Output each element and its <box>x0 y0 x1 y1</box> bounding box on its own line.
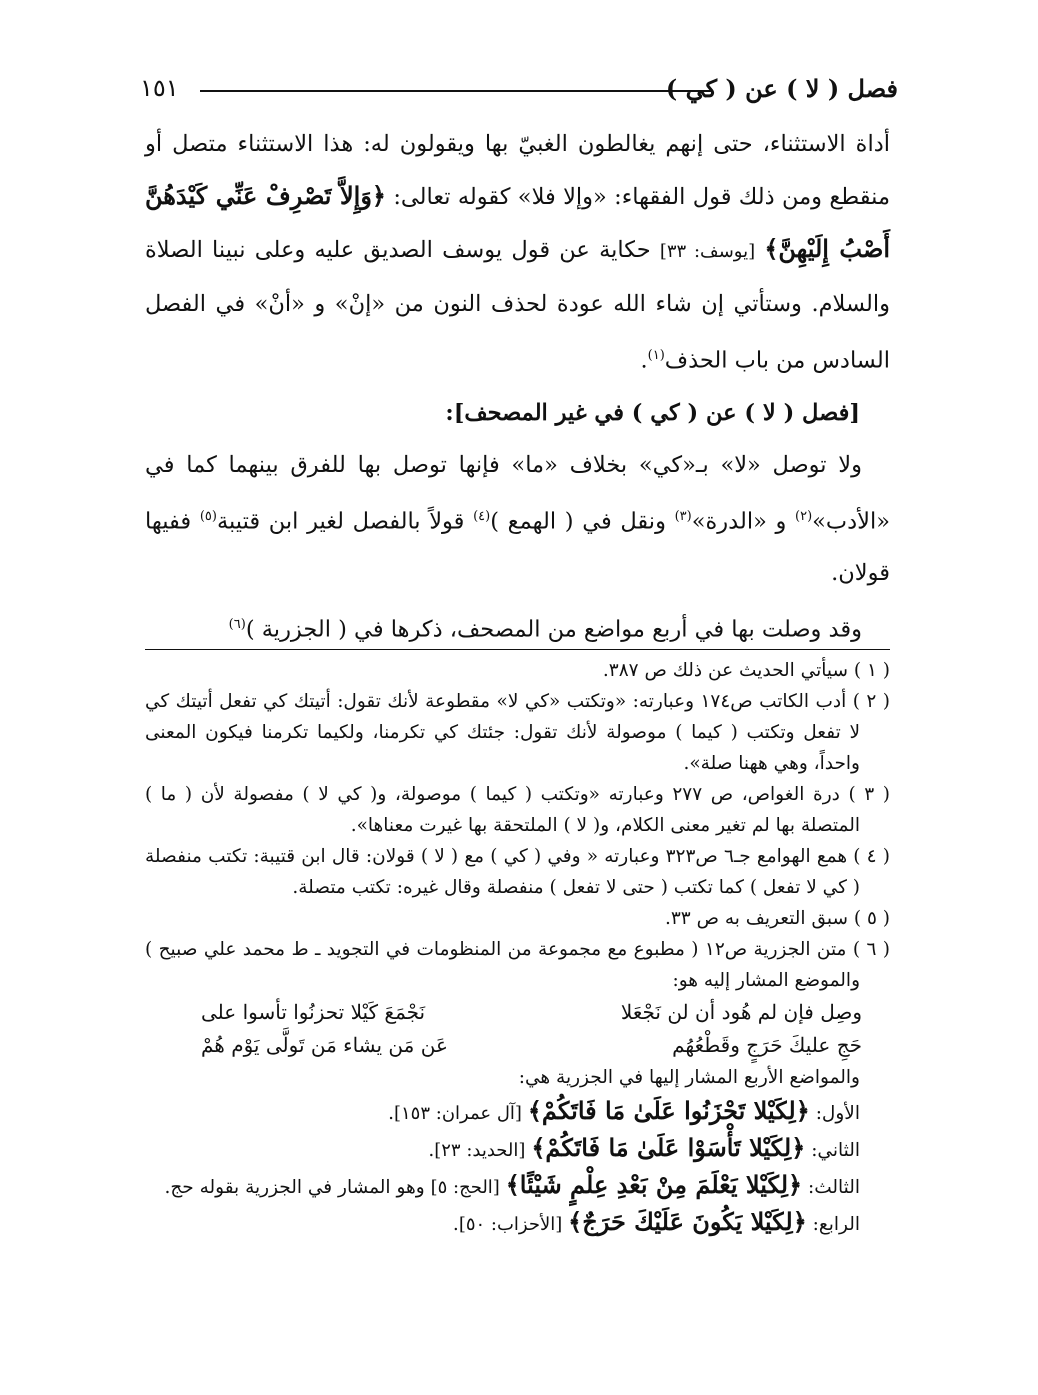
page-number: ١٥١ <box>140 74 179 102</box>
verse-hemistich: وصِل فإن لم هُود أن لن نَجْعَلا <box>620 1000 862 1024</box>
paragraph-1-text-2: حكاية عن قول يوسف الصديق عليه وعلى نبينا الصلاة والسلام. وستأتي إن شاء الله عودة لحذف النون من «إنْ» و «أنْ» في الفصل السادس من باب الحذف <box>145 237 890 374</box>
quran-quote: ﴿وَإِلاَّ تَصْرِفْ عَنِّي كَيْدَهُنَّ أَصْبُ إِلَيْهِنَّ﴾ <box>145 181 890 263</box>
page-header <box>140 72 898 108</box>
quran-reference: [الحديد: ٢٣] <box>434 1140 526 1161</box>
running-title: فصل ( لا ) عن ( كي ) <box>665 74 898 103</box>
item-tail: . <box>452 1214 459 1235</box>
paragraph-3-text: وقد وصلت بها في أربع مواضع من المصحف، ذكرها في ( الجزرية ) <box>245 616 862 643</box>
verse-hemistich: عَن مَن يشاء مَن تَولَّى يَوْم هُمْ <box>201 1033 448 1057</box>
footnote-4: ( ٤ ) همع الهوامع جـ٦ ص٣٢٣ وعبارته « وفي ( كي ) مع ( لا ) قولان: قال ابن قتيبة: تكتب منفصلة ( كي لا تفعل ) كما تكتب ( حتى لا تفعل ) منفصلة وقال غيره: تكتب متصلة. <box>145 846 890 898</box>
footnote-2: ( ٢ ) أدب الكاتب ص١٧٤ وعبارته: «وتكتب «كي لا» مقطوعة لأنك تقول: أتيتك كي تفعل أتيتك كي لا تفعل وتكتب ( كيما ) موصولة لأنك تقول: جئتك كي تكرمنا، ولكيما تكرمنا فيكون المعنى واحداً، وهي ههنا صلة». <box>145 691 890 774</box>
paragraph-3 <box>145 599 890 656</box>
footnote-marker: (٤) <box>473 508 491 524</box>
paragraph-2 <box>145 439 890 600</box>
item-label: الثاني: <box>805 1140 860 1161</box>
position-item-2 <box>145 1131 890 1168</box>
footnotes <box>145 655 890 1242</box>
item-tail: وهو المشار في الجزرية بقوله حج. <box>164 1177 431 1198</box>
main-text <box>145 118 890 656</box>
footnote-5: ( ٥ ) سبق التعريف به ص ٣٣. <box>664 908 890 929</box>
paragraph-1 <box>145 118 890 387</box>
position-item-3 <box>145 1168 890 1205</box>
quran-quote: ﴿لِكَيْلا يَعْلَمَ مِنْ بَعْدِ عِلْمٍ شَيْئًا﴾ <box>505 1170 803 1199</box>
verse-hemistich: حَجِ عليكَ حَرَجٍ وقَطْعُهُم <box>672 1033 862 1057</box>
paragraph-2-text-5: ففيها قولان. <box>145 508 890 586</box>
footnote-6: ( ٦ ) متن الجزرية ص١٢ ( مطبوع مع مجموعة من المنظومات في التجويد ـ ط محمد علي صبيح ) والموضع المشار إليه هو: <box>145 939 890 991</box>
footnote-marker: (٣) <box>674 508 692 524</box>
item-label: الرابع: <box>806 1214 860 1235</box>
poem-verse-1 <box>145 996 890 1029</box>
quran-quote: ﴿لِكَيْلا تَحْزَنُوا عَلَىٰ مَا فَاتَكُمْ﴾ <box>527 1096 810 1125</box>
section-heading: [فصل ( لا ) عن ( كي ) في غير المصحف]: <box>445 399 860 426</box>
position-item-1 <box>145 1094 890 1131</box>
quran-quote: ﴿لِكَيْلا يَكُونَ عَلَيْكَ حَرَجٌ﴾ <box>568 1207 807 1236</box>
footnote-marker: (٢) <box>795 508 813 524</box>
verse-hemistich: نَجْمَعَ كَيْلا تحزنُوا تأسوا على <box>201 1000 426 1024</box>
footnote-marker: (٥) <box>199 508 217 524</box>
quran-quote: ﴿لِكَيْلا تَأْسَوْا عَلَىٰ مَا فَاتَكُمْ﴾ <box>531 1133 806 1162</box>
item-tail: . <box>388 1103 394 1124</box>
item-label: الأول: <box>809 1103 860 1124</box>
paragraph-2-text-4: قولاً بالفصل لغير ابن قتيبة <box>216 508 474 534</box>
item-tail: . <box>428 1140 435 1161</box>
item-label: الثالث: <box>802 1177 860 1198</box>
quran-reference: [الأحزاب: ٥٠] <box>458 1214 563 1235</box>
paragraph-2-text-3: ونقل في ( الهمع ) <box>490 508 675 534</box>
footnote-separator <box>145 649 890 650</box>
position-item-4 <box>145 1205 890 1242</box>
footnote-marker: (١) <box>647 348 665 363</box>
footnote-3: ( ٣ ) درة الغواص، ص ٢٧٧ وعبارته «وتكتب ( كيما ) موصولة، و( كي لا ) مفصولة لأن ( ما ) المتصلة بها لم تغير معنى الكلام، و( لا ) الملتحقة بها غيرت معناها». <box>145 784 890 836</box>
quran-reference: [آل عمران: ١٥٣] <box>393 1103 522 1124</box>
positions-intro: والمواضع الأربع المشار إليها في الجزرية هي: <box>518 1067 860 1088</box>
paragraph-2-text-2: و «الدرة» <box>691 508 796 534</box>
quran-reference: [يوسف: ٣٣] <box>659 241 756 262</box>
paragraph-2-text: ولا توصل «لا» بـ«كي» بخلاف «ما» فإنها توصل بها للفرق بينهما كما في «الأدب» <box>145 451 890 534</box>
header-rule <box>200 90 713 92</box>
footnote-1: ( ١ ) سيأتي الحديث عن ذلك ص ٣٨٧. <box>602 660 890 681</box>
paragraph-1-end: . <box>640 347 648 374</box>
quran-reference: [الحج: ٥] <box>430 1177 500 1198</box>
poem-verse-2 <box>145 1029 890 1062</box>
paragraph-1-text: أداة الاستثناء، حتى إنهم يغالطون الغبيّ بها ويقولون له: هذا الاستثناء متصل أو منقطع ومن ذلك قول الفقهاء: «وإلا فلا» كقوله تعالى: <box>145 131 890 210</box>
footnote-marker: (٦) <box>228 617 246 632</box>
